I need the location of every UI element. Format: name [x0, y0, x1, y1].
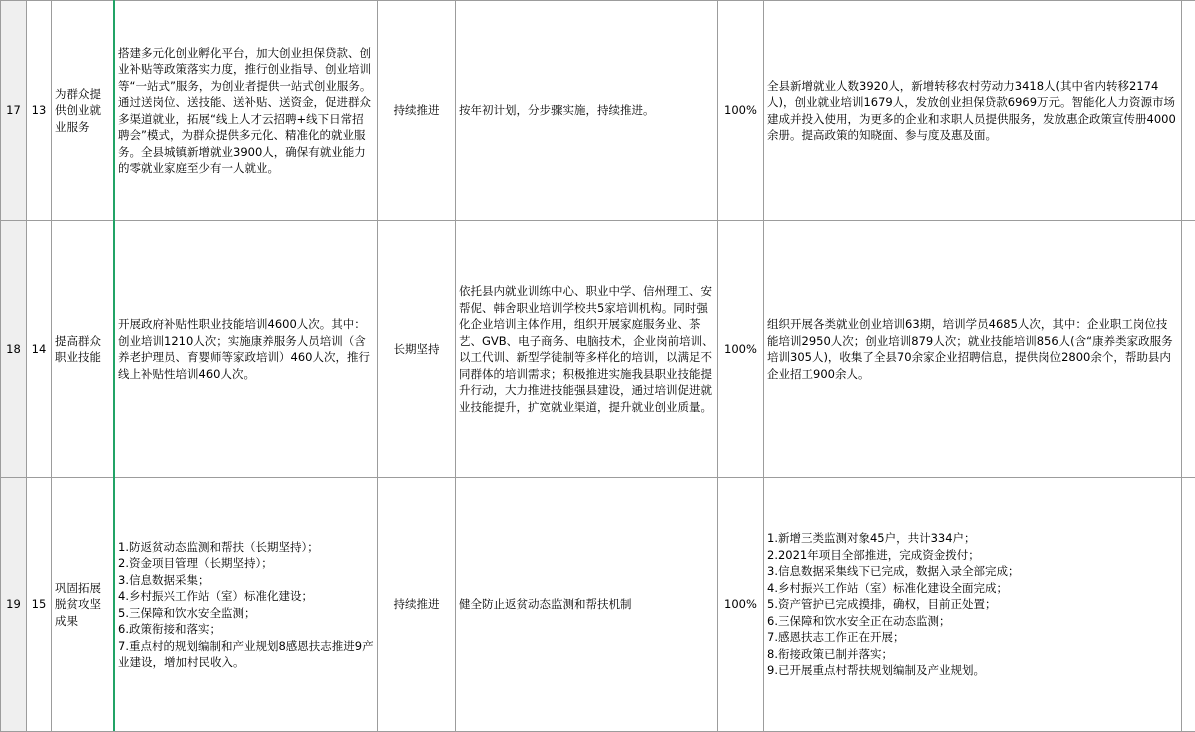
measures-text: 搭建多元化创业孵化平台，加大创业担保贷款、创业补贴等政策落实力度，推行创业指导、创业培训等“一站式”服务，为创业者提供一站式创业服务。通过送岗位、送技能、送补贴、送资金，促进群众多渠道就业，拓展“线上人才云招聘+线下日常招聘会”模式，为群众提供多元化、精准化的就业服务。全县城镇新增就业3900人，确保有就业能力的零就业家庭至少有一人就业。	[118, 45, 374, 177]
measures-cell[interactable]	[115, 221, 378, 478]
empty-cell[interactable]	[1182, 478, 1195, 732]
item-index-cell[interactable]: 13	[27, 1, 52, 221]
completion-cell[interactable]: 100%	[718, 221, 764, 478]
result-cell[interactable]	[764, 1, 1182, 221]
measures-text: 开展政府补贴性职业技能培训4600人次。其中： 创业培训1210人次；实施康养服务人员培训（含养老护理员、育婴师等家政培训）460人次，推行线上补贴性培训460人次。	[118, 316, 374, 382]
empty-cell[interactable]	[1182, 221, 1195, 478]
task-cell[interactable]: 为群众提供创业就业服务	[52, 1, 115, 221]
completion-cell[interactable]: 100%	[718, 478, 764, 732]
row-header[interactable]: 17	[1, 1, 27, 221]
completion-cell[interactable]: 100%	[718, 1, 764, 221]
empty-cell[interactable]	[1182, 1, 1195, 221]
row-header[interactable]: 19	[1, 478, 27, 732]
task-cell[interactable]: 提高群众职业技能	[52, 221, 115, 478]
item-index-cell[interactable]: 15	[27, 478, 52, 732]
result-cell[interactable]	[764, 221, 1182, 478]
measures-cell[interactable]	[115, 478, 378, 732]
time-limit-cell[interactable]: 持续推进	[378, 1, 456, 221]
result-text: 全县新增就业人数3920人，新增转移农村劳动力3418人(其中省内转移2174人)，创业就业培训1679人，发放创业担保贷款6969万元。智能化人力资源市场建成并投入使用，为更多的企业和求职人员提供服务，发放惠企政策宣传册4000余册。提高政策的知晓面、参与度及惠及面。	[767, 78, 1178, 144]
selected-column-marker	[113, 0, 115, 731]
progress-plan-cell[interactable]: 健全防止返贫动态监测和帮扶机制	[456, 478, 718, 732]
result-text: 组织开展各类就业创业培训63期，培训学员4685人次，其中：企业职工岗位技能培训2950人次；创业培训879人次；就业技能培训856人(含“康养类家政服务培训305人)，收集了全县70余家企业招聘信息，提供岗位2800余个，帮助县内企业招工900余人。	[767, 316, 1178, 382]
result-text: 1.新增三类监测对象45户，共计334户； 2.2021年项目全部推进，完成资金拨付； 3.信息数据采集线下已完成，数据入录全部完成； 4.乡村振兴工作站（室）标准化建设全面完成； 5.资产管护已完成摸排，确权，目前正处置； 6.三保障和饮水安全正在动态监测； 7.感恩扶志工作正在开展； 8.衔接政策已制并落实； 9.已开展重点村帮扶规划编制及产业规划。	[767, 530, 1178, 679]
time-limit-cell[interactable]: 长期坚持	[378, 221, 456, 478]
table-row[interactable]	[1, 1, 1195, 221]
task-cell[interactable]: 巩固拓展脱贫攻坚成果	[52, 478, 115, 732]
table-row[interactable]	[1, 221, 1195, 478]
time-limit-cell[interactable]: 持续推进	[378, 478, 456, 732]
measures-cell[interactable]	[115, 1, 378, 221]
measures-text: 1.防返贫动态监测和帮扶（长期坚持）； 2.资金项目管理（长期坚持）； 3.信息数据采集； 4.乡村振兴工作站（室）标准化建设； 5.三保障和饮水安全监测； 6.政策衔接和落实； 7.重点村的规划编制和产业规划8感恩扶志推进9产业建设，增加村民收入。	[118, 539, 374, 671]
row-header[interactable]: 18	[1, 221, 27, 478]
table-row[interactable]	[1, 478, 1195, 732]
progress-plan-cell[interactable]: 依托县内就业训练中心、职业中学、信州理工、安帮伲、韩舍职业培训学校共5家培训机构。同时强化企业培训主体作用，组织开展家庭服务业、茶艺、GVB、电子商务、电脑技术，企业岗前培训、以工代训、新型学徒制等多样化的培训，以满足不同群体的培训需求；积极推进实施我县职业技能提升行动，大力推进技能强县建设，通过培训促进就业技能提升，扩宽就业渠道，提升就业创业质量。	[456, 221, 718, 478]
progress-plan-cell[interactable]: 按年初计划，分步骤实施，持续推进。	[456, 1, 718, 221]
result-cell[interactable]	[764, 478, 1182, 732]
item-index-cell[interactable]: 14	[27, 221, 52, 478]
